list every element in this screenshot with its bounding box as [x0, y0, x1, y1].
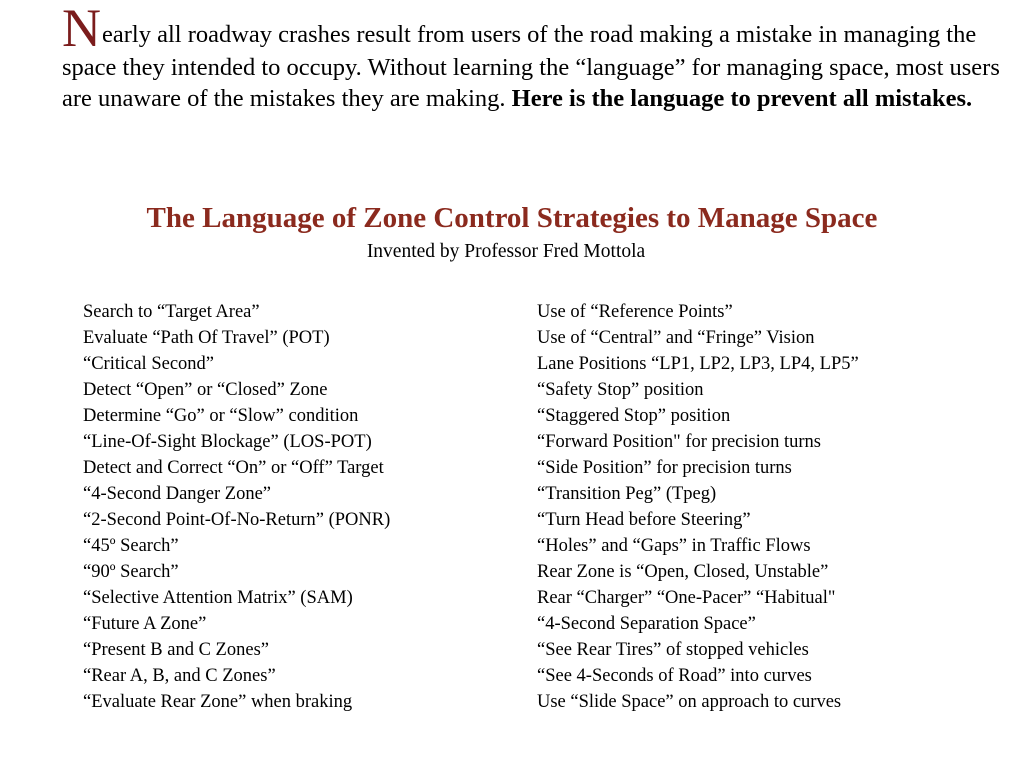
list-item: “Present B and C Zones” — [83, 640, 269, 660]
list-item: Use “Slide Space” on approach to curves — [537, 692, 842, 712]
list-item: “Holes” and “Gaps” in Traffic Flows — [537, 536, 811, 556]
list-item: “Safety Stop” position — [537, 380, 704, 400]
list-item: “Side Position” for precision turns — [537, 458, 792, 478]
list-item: “Turn Head before Steering” — [537, 510, 751, 530]
list-item: “Forward Position" for precision turns — [537, 432, 821, 452]
list-item: Use of “Reference Points” — [537, 302, 733, 322]
intro-paragraph — [62, 0, 1002, 114]
page-subtitle: Invented by Professor Fred Mottola — [366, 241, 646, 262]
list-item: Evaluate “Path Of Travel” (POT) — [83, 328, 330, 348]
drop-cap: N — [62, 0, 101, 58]
list-item: “90º Search” — [83, 562, 179, 582]
list-item: “Line-Of-Sight Blockage” (LOS-POT) — [83, 432, 372, 452]
list-item: “Rear A, B, and C Zones” — [83, 666, 276, 686]
strategy-list-left — [83, 299, 390, 715]
list-item: Search to “Target Area” — [83, 302, 260, 322]
list-item: Detect and Correct “On” or “Off” Target — [83, 458, 384, 478]
list-item: “Evaluate Rear Zone” when braking — [83, 692, 353, 712]
intro-text: early all roadway crashes result from users of the road making a mistake in managing the space they intended to occupy. Without learning the “language” for managing space, most users are unaware of the mistakes they are making. — [62, 21, 1000, 112]
list-item: “Critical Second” — [83, 354, 214, 374]
list-item: “Transition Peg” (Tpeg) — [537, 484, 717, 504]
strategy-list-right — [537, 299, 859, 715]
list-item: “2-Second Point-Of-No-Return” (PONR) — [83, 510, 391, 530]
list-item: “45º Search” — [83, 536, 179, 556]
list-item: “4-Second Danger Zone” — [83, 484, 271, 504]
list-item: Lane Positions “LP1, LP2, LP3, LP4, LP5” — [537, 354, 859, 374]
list-item: Detect “Open” or “Closed” Zone — [83, 380, 328, 400]
page-title: The Language of Zone Control Strategies to Manage Space — [146, 202, 878, 234]
list-item: “Future A Zone” — [83, 614, 207, 634]
intro-bold-text: Here is the language to prevent all mistakes. — [511, 85, 973, 112]
list-item: “Selective Attention Matrix” (SAM) — [83, 588, 353, 608]
list-item: Rear “Charger” “One-Pacer” “Habitual" — [537, 588, 836, 608]
list-item: Use of “Central” and “Fringe” Vision — [537, 328, 815, 348]
list-item: “See Rear Tires” of stopped vehicles — [537, 640, 809, 660]
list-item: Rear Zone is “Open, Closed, Unstable” — [537, 562, 829, 582]
list-item: “4-Second Separation Space” — [537, 614, 756, 634]
list-item: “Staggered Stop” position — [537, 406, 731, 426]
list-item: “See 4-Seconds of Road” into curves — [537, 666, 812, 686]
list-item: Determine “Go” or “Slow” condition — [83, 406, 359, 426]
